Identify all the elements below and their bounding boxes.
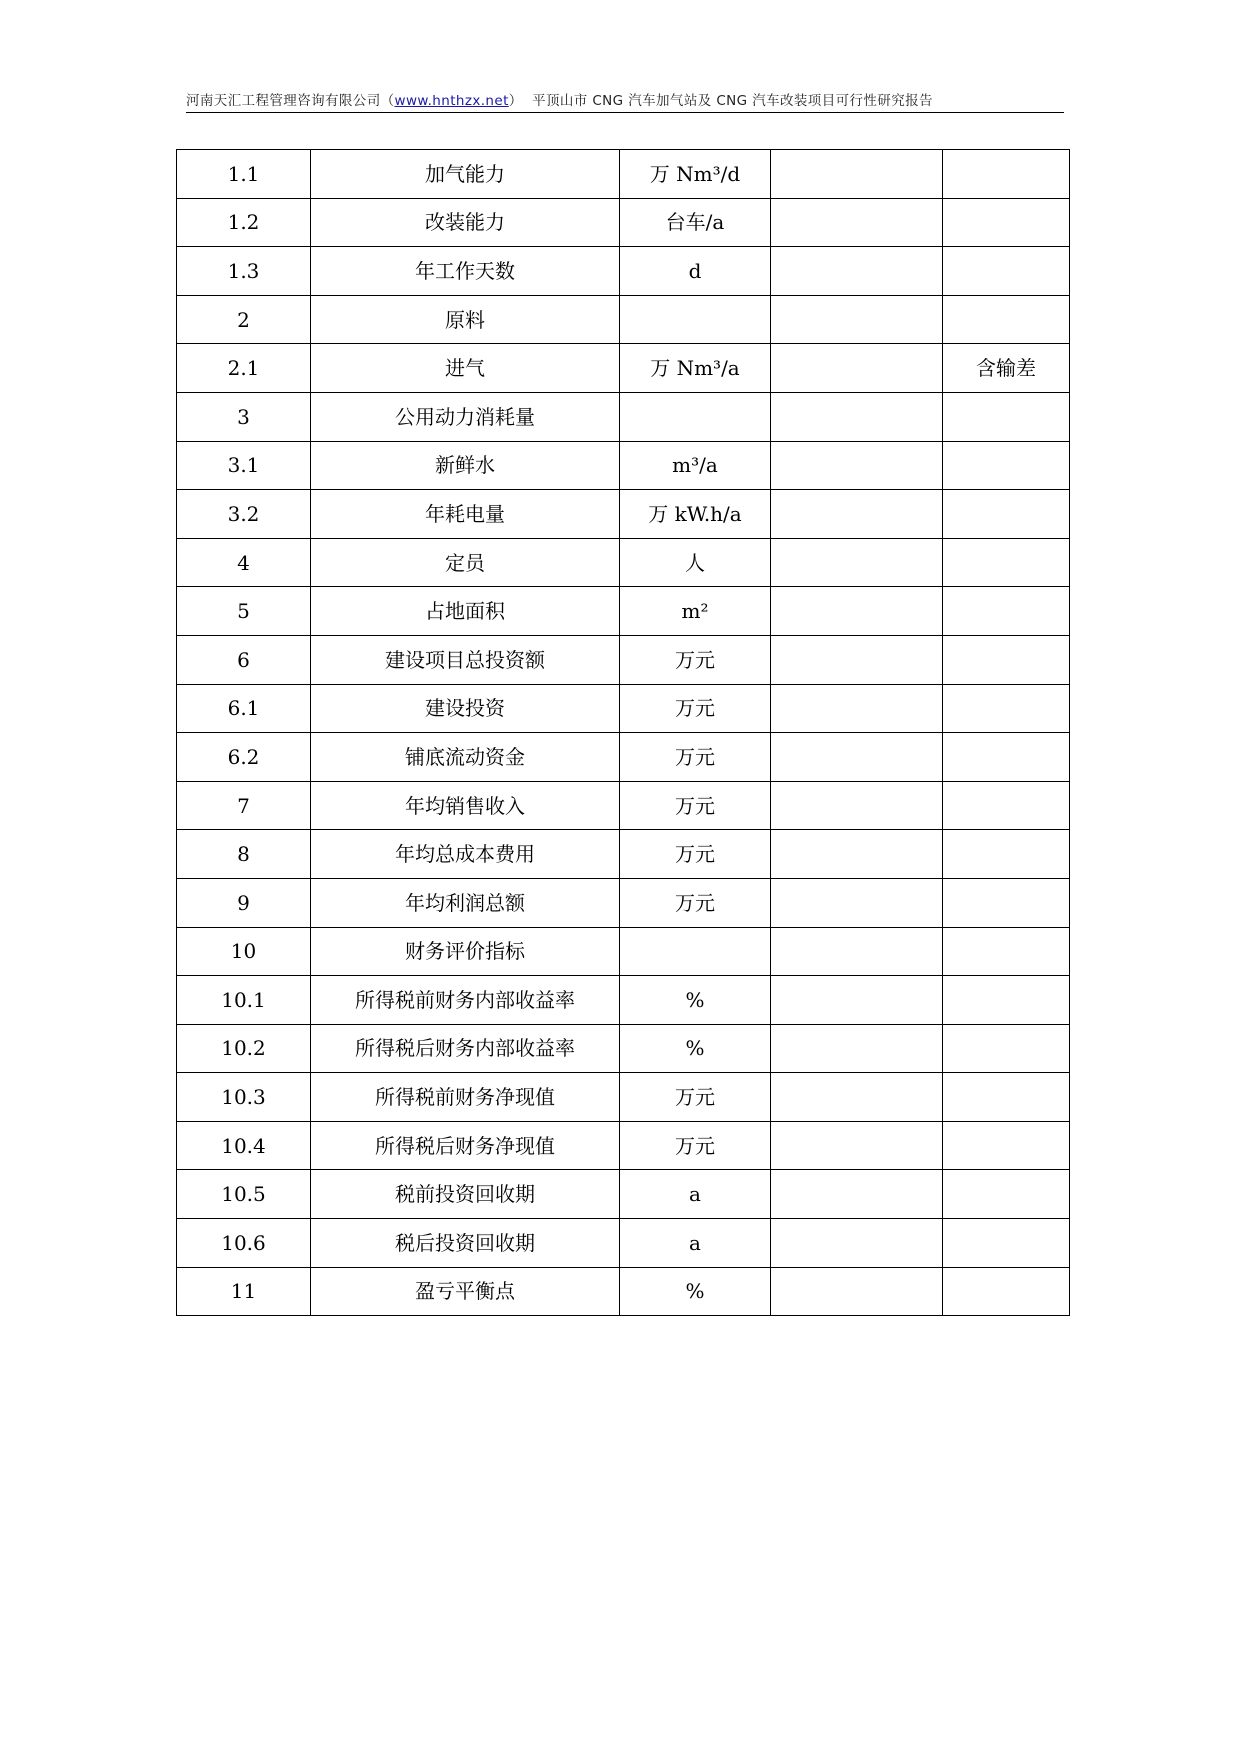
cell-row-number: 2 (177, 295, 311, 344)
cell-value (771, 927, 943, 976)
cell-value (771, 344, 943, 393)
cell-value (771, 635, 943, 684)
cell-value (771, 295, 943, 344)
table-row (177, 295, 1070, 344)
cell-value (771, 878, 943, 927)
cell-row-number: 10.4 (177, 1121, 311, 1170)
cell-value (771, 441, 943, 490)
cell-note (943, 927, 1070, 976)
cell-item-name: 加气能力 (311, 150, 620, 199)
cell-row-number: 3 (177, 392, 311, 441)
cell-row-number: 3.1 (177, 441, 311, 490)
table-row (177, 878, 1070, 927)
table-row (177, 1170, 1070, 1219)
cell-unit: a (620, 1170, 771, 1219)
cell-value (771, 247, 943, 296)
cell-note (943, 1219, 1070, 1268)
cell-note (943, 781, 1070, 830)
cell-note (943, 1121, 1070, 1170)
cell-note (943, 441, 1070, 490)
cell-row-number: 10.1 (177, 976, 311, 1025)
cell-unit: 万元 (620, 1073, 771, 1122)
cell-note (943, 684, 1070, 733)
cell-unit: % (620, 976, 771, 1025)
cell-item-name: 建设投资 (311, 684, 620, 733)
cell-row-number: 8 (177, 830, 311, 879)
cell-item-name: 年耗电量 (311, 490, 620, 539)
cell-item-name: 所得税后财务净现值 (311, 1121, 620, 1170)
cell-value (771, 684, 943, 733)
cell-note (943, 538, 1070, 587)
cell-value (771, 490, 943, 539)
cell-value (771, 1219, 943, 1268)
cell-value (771, 733, 943, 782)
cell-row-number: 6.2 (177, 733, 311, 782)
cell-value (771, 538, 943, 587)
cell-note (943, 1170, 1070, 1219)
cell-row-number: 2.1 (177, 344, 311, 393)
table-row (177, 198, 1070, 247)
cell-note (943, 976, 1070, 1025)
cell-item-name: 年均销售收入 (311, 781, 620, 830)
cell-item-name: 占地面积 (311, 587, 620, 636)
cell-row-number: 4 (177, 538, 311, 587)
cell-row-number: 10.5 (177, 1170, 311, 1219)
cell-item-name: 税后投资回收期 (311, 1219, 620, 1268)
cell-value (771, 198, 943, 247)
cell-unit: m² (620, 587, 771, 636)
cell-unit: % (620, 1024, 771, 1073)
cell-item-name: 年工作天数 (311, 247, 620, 296)
header-divider (186, 112, 1064, 113)
cell-unit: 万元 (620, 733, 771, 782)
cell-unit: % (620, 1267, 771, 1316)
cell-row-number: 1.2 (177, 198, 311, 247)
table-row (177, 781, 1070, 830)
cell-item-name: 所得税后财务内部收益率 (311, 1024, 620, 1073)
cell-unit: 台车/a (620, 198, 771, 247)
cell-unit (620, 295, 771, 344)
cell-row-number: 10.6 (177, 1219, 311, 1268)
table-row (177, 344, 1070, 393)
table-row (177, 976, 1070, 1025)
cell-item-name: 铺底流动资金 (311, 733, 620, 782)
table-row (177, 1267, 1070, 1316)
table-row (177, 1073, 1070, 1122)
indicator-table (176, 149, 1070, 1316)
cell-note (943, 635, 1070, 684)
cell-row-number: 7 (177, 781, 311, 830)
cell-item-name: 公用动力消耗量 (311, 392, 620, 441)
cell-unit: 万元 (620, 1121, 771, 1170)
cell-row-number: 10.2 (177, 1024, 311, 1073)
cell-row-number: 10.3 (177, 1073, 311, 1122)
cell-value (771, 830, 943, 879)
cell-unit: 万 Nm³/a (620, 344, 771, 393)
cell-note (943, 733, 1070, 782)
cell-value (771, 1267, 943, 1316)
company-name: 河南天汇工程管理咨询有限公司（ (186, 93, 395, 109)
cell-unit: 万元 (620, 781, 771, 830)
cell-row-number: 6 (177, 635, 311, 684)
cell-item-name: 年均总成本费用 (311, 830, 620, 879)
cell-item-name: 所得税前财务内部收益率 (311, 976, 620, 1025)
cell-item-name: 定员 (311, 538, 620, 587)
cell-note (943, 1267, 1070, 1316)
cell-unit: 万 kW.h/a (620, 490, 771, 539)
cell-row-number: 9 (177, 878, 311, 927)
table-row (177, 538, 1070, 587)
table-row (177, 1121, 1070, 1170)
cell-note (943, 392, 1070, 441)
cell-row-number: 10 (177, 927, 311, 976)
cell-value (771, 781, 943, 830)
report-title: 平顶山市 CNG 汽车加气站及 CNG 汽车改装项目可行性研究报告 (532, 93, 933, 109)
cell-unit: 万元 (620, 635, 771, 684)
cell-unit: 万元 (620, 684, 771, 733)
indicator-table-body (177, 150, 1070, 1316)
cell-item-name: 进气 (311, 344, 620, 393)
cell-unit (620, 392, 771, 441)
cell-value (771, 150, 943, 199)
cell-item-name: 财务评价指标 (311, 927, 620, 976)
cell-value (771, 1024, 943, 1073)
cell-item-name: 盈亏平衡点 (311, 1267, 620, 1316)
cell-note (943, 587, 1070, 636)
table-row (177, 150, 1070, 199)
table-row (177, 830, 1070, 879)
cell-row-number: 1.3 (177, 247, 311, 296)
table-row (177, 927, 1070, 976)
cell-unit: 万 Nm³/d (620, 150, 771, 199)
cell-value (771, 1170, 943, 1219)
cell-unit (620, 927, 771, 976)
cell-note (943, 198, 1070, 247)
cell-note (943, 1024, 1070, 1073)
cell-unit: d (620, 247, 771, 296)
cell-value (771, 392, 943, 441)
cell-row-number: 6.1 (177, 684, 311, 733)
cell-unit: 万元 (620, 878, 771, 927)
cell-note (943, 150, 1070, 199)
cell-note (943, 247, 1070, 296)
cell-item-name: 建设项目总投资额 (311, 635, 620, 684)
table-row (177, 247, 1070, 296)
cell-item-name: 新鲜水 (311, 441, 620, 490)
cell-unit: m³/a (620, 441, 771, 490)
table-row (177, 684, 1070, 733)
cell-note: 含输差 (943, 344, 1070, 393)
cell-unit: 人 (620, 538, 771, 587)
cell-row-number: 3.2 (177, 490, 311, 539)
header-close-paren: ） (508, 93, 523, 109)
cell-unit: 万元 (620, 830, 771, 879)
table-row (177, 441, 1070, 490)
cell-item-name: 年均利润总额 (311, 878, 620, 927)
table-row (177, 635, 1070, 684)
table-row (177, 733, 1070, 782)
cell-value (771, 976, 943, 1025)
company-website-link[interactable]: www.hnthzx.net (394, 93, 509, 109)
cell-note (943, 878, 1070, 927)
page-header (186, 90, 1064, 112)
cell-note (943, 490, 1070, 539)
cell-item-name: 改装能力 (311, 198, 620, 247)
cell-value (771, 587, 943, 636)
cell-note (943, 295, 1070, 344)
cell-item-name: 所得税前财务净现值 (311, 1073, 620, 1122)
cell-item-name: 原料 (311, 295, 620, 344)
cell-item-name: 税前投资回收期 (311, 1170, 620, 1219)
cell-note (943, 830, 1070, 879)
cell-note (943, 1073, 1070, 1122)
cell-row-number: 1.1 (177, 150, 311, 199)
table-row (177, 1024, 1070, 1073)
table-row (177, 1219, 1070, 1268)
cell-value (771, 1121, 943, 1170)
cell-row-number: 5 (177, 587, 311, 636)
table-row (177, 587, 1070, 636)
cell-unit: a (620, 1219, 771, 1268)
cell-value (771, 1073, 943, 1122)
table-row (177, 490, 1070, 539)
cell-row-number: 11 (177, 1267, 311, 1316)
table-row (177, 392, 1070, 441)
